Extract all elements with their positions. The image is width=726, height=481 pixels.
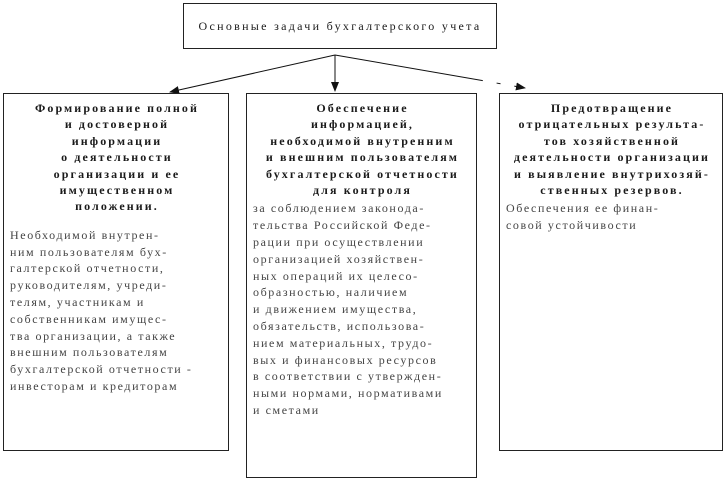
main-title-box bbox=[183, 3, 497, 49]
column-prevention bbox=[499, 93, 723, 451]
column-control-body-line: вых и финансовых ресурсов bbox=[253, 352, 438, 367]
column-control-heading-line: для контроля bbox=[313, 183, 412, 198]
column-control-body-line: образностью, наличием bbox=[253, 285, 409, 300]
column-prevention-heading-line: и выявление внутрихозяй- bbox=[514, 166, 710, 181]
column-control-body-line: и движением имущества, bbox=[253, 302, 418, 317]
column-prevention-heading bbox=[506, 100, 718, 198]
column-reporting-heading-line: имущественном bbox=[59, 183, 175, 198]
column-control-body-line: в соответствии с утвержден- bbox=[253, 369, 443, 384]
column-reporting-body-line: тва организации, а также bbox=[10, 328, 177, 343]
column-reporting-body-line: руководителям, учреди- bbox=[10, 278, 168, 293]
column-reporting-body-line: телям, участникам и bbox=[10, 295, 145, 310]
column-reporting-heading-line: информации bbox=[71, 133, 163, 148]
column-control-body-line: организацией хозяйствен- bbox=[253, 251, 425, 266]
column-reporting-body-line: бухгалтерской отчетности - bbox=[10, 362, 193, 377]
column-reporting-body-line: внешним пользователям bbox=[10, 345, 169, 360]
column-control-heading bbox=[253, 100, 472, 198]
column-control-body-line: за соблюдением законода- bbox=[253, 201, 425, 216]
column-reporting-heading-line: и достоверной bbox=[64, 117, 170, 132]
column-reporting-heading-line: организации и ее bbox=[53, 166, 181, 181]
column-control-body-line: и сметами bbox=[253, 403, 320, 417]
column-control-heading-line: и внешним пользователям bbox=[265, 150, 460, 165]
column-reporting-heading-line: Формирование полной bbox=[34, 101, 200, 115]
column-reporting-body-line: галтерской отчетности, bbox=[10, 261, 165, 276]
column-control-body-line: рации при осуществлении bbox=[253, 235, 425, 250]
column-reporting-body-line: ним пользователям бух- bbox=[10, 244, 168, 259]
column-prevention-body bbox=[506, 200, 718, 234]
column-reporting-body-line: инвесторам и кредиторам bbox=[10, 379, 179, 394]
column-prevention-heading-line: деятельности организации bbox=[513, 150, 711, 165]
column-reporting bbox=[3, 93, 229, 451]
column-prevention-heading-line: Предотвращение bbox=[550, 101, 674, 115]
column-control bbox=[246, 93, 477, 478]
column-reporting-heading bbox=[10, 100, 224, 215]
column-prevention-body-line: Обеспечения ее финан- bbox=[506, 201, 660, 216]
column-control-body bbox=[253, 200, 472, 418]
column-control-body-line: нием материальных, трудо- bbox=[253, 335, 434, 350]
column-prevention-heading-line: тов хозяйственной bbox=[543, 133, 681, 148]
column-reporting-body-line: собственникам имущес- bbox=[10, 311, 168, 326]
main-title: Основные задачи бухгалтерского учета bbox=[198, 18, 482, 33]
column-control-body-line: обязательств, использова- bbox=[253, 319, 426, 334]
column-control-heading-line: бухгалтерской отчетности bbox=[266, 166, 459, 181]
column-prevention-heading-line: ственных резервов. bbox=[540, 183, 684, 198]
column-reporting-body bbox=[10, 227, 224, 395]
column-control-body-line: ными нормами, нормативами bbox=[253, 386, 443, 401]
column-reporting-heading-line: положении. bbox=[75, 199, 159, 214]
column-control-body-line: тельства Российской Феде- bbox=[253, 218, 432, 233]
column-prevention-body-line: совой устойчивости bbox=[506, 218, 638, 233]
column-control-body-line: ных операций их целесо- bbox=[253, 268, 419, 283]
column-control-heading-line: информацией, bbox=[311, 117, 414, 132]
arrow-right bbox=[335, 55, 525, 88]
column-control-heading-line: необходимой внутренним bbox=[270, 133, 455, 148]
column-reporting-body-line: Необходимой внутрен- bbox=[10, 227, 160, 242]
arrow-left bbox=[170, 55, 335, 92]
column-reporting-heading-line: о деятельности bbox=[61, 150, 173, 165]
column-prevention-heading-line: отрицательных результа- bbox=[518, 117, 706, 132]
column-control-heading-line: Обеспечение bbox=[316, 101, 409, 115]
